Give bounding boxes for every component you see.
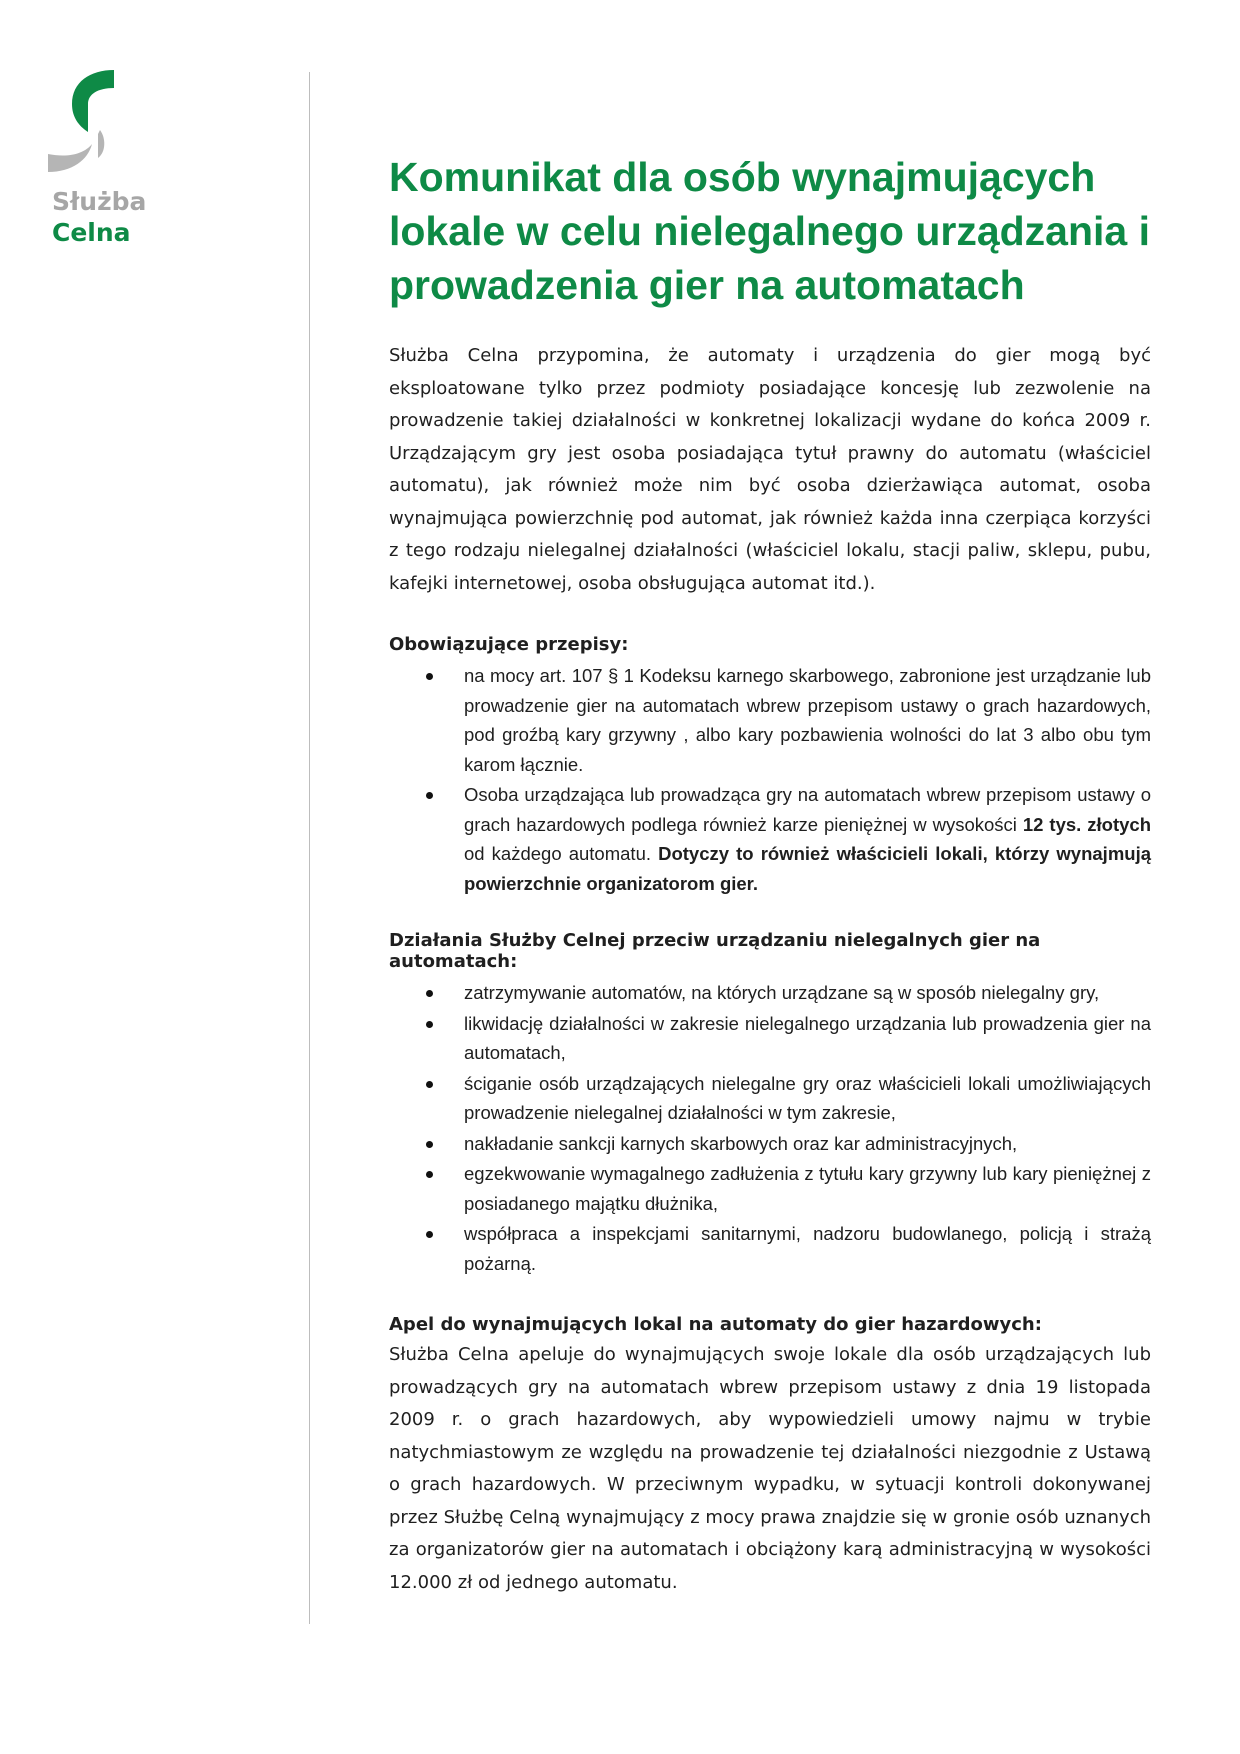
action-text: nakładanie sankcji karnych skarbowych oraz kar administracyjnych,	[464, 1132, 1018, 1154]
regulation-text-part: od każdego automatu.	[464, 843, 659, 864]
list-item	[389, 1219, 1151, 1278]
action-text: likwidację działalności w zakresie nielegalnego urządzania lub prowadzenia gier na automatach,	[464, 1012, 1151, 1063]
actions-list	[389, 978, 1151, 1278]
logo-line-1: Służba	[52, 187, 147, 216]
appeal-heading: Apel do wynajmujących lokal na automaty do gier hazardowych:	[389, 1314, 1042, 1335]
list-item	[389, 1129, 1151, 1159]
regulations-heading: Obowiązujące przepisy:	[389, 634, 629, 655]
regulation-text: na mocy art. 107 § 1 Kodeksu karnego skarbowego, zabronione jest urządzanie lub prowadzenie gier na automatach wbrew przepisom ustawy o grach hazardowych, pod groźbą kary grzywny , albo kary pozbawienia wolności do lat 3 albo obu tym karom łącznie.	[464, 665, 1151, 775]
bullet-icon	[426, 792, 433, 799]
logo-line-2: Celna	[52, 218, 131, 247]
action-text: współpraca a inspekcjami sanitarnymi, nadzoru budowlanego, policją i strażą pożarną.	[464, 1223, 1151, 1274]
regulations-list	[389, 661, 1151, 898]
bullet-icon	[426, 1171, 433, 1178]
bullet-icon	[426, 1141, 433, 1148]
action-text: egzekwowanie wymagalnego zadłużenia z tytułu kary grzywny lub kary pieniężnej z posiadanego majątku dłużnika,	[464, 1163, 1151, 1214]
page-title: Komunikat dla osób wynajmujących lokale w celu nielegalnego urządzania i prowadzenia gier na automatach	[389, 154, 1151, 308]
actions-heading: Działania Służby Celnej przeciw urządzaniu nielegalnych gier na automatach:	[389, 930, 1041, 972]
list-item	[389, 661, 1151, 779]
list-item	[389, 1009, 1151, 1068]
appeal-paragraph: Służba Celna apeluje do wynajmujących swoje lokale dla osób urządzających lub prowadzących gry na automatach wbrew przepisom ustawy z dnia 19 listopada 2009 r. o grach hazardowych, aby wypowiedzieli umowy najmu w trybie natychmiastowym ze względu na prowadzenie tej działalności niezgodnie z Ustawą o grach hazardowych. W przeciwnym wypadku, w sytuacji kontroli dokonywanej przez Służbę Celną wynajmujący z mocy prawa znajdzie się w gronie osób uznanych za organizatorów gier na automatach i obciążony karą administracyjną w wysokości 12.000 zł od jednego automatu.	[389, 1344, 1151, 1593]
bullet-icon	[426, 1021, 433, 1028]
regulation-text-part: Osoba urządzająca lub prowadząca gry na automatach wbrew przepisom ustawy o grach hazardowych podlega również karze pieniężnej w wysokości	[464, 784, 1151, 835]
bullet-icon	[426, 1231, 433, 1238]
action-text: zatrzymywanie automatów, na których urządzane są w sposób nielegalny gry,	[464, 982, 1100, 1003]
sluzba-celna-logo	[48, 68, 158, 253]
vertical-divider	[309, 72, 310, 1624]
list-item	[389, 1069, 1151, 1128]
landlord-notice: Dotyczy to również właścicieli lokali, którzy wynajmują powierzchnie organizatorom gier.	[464, 843, 1151, 894]
bullet-icon	[426, 990, 433, 997]
document-body	[389, 150, 1151, 1599]
bullet-icon	[426, 1081, 433, 1088]
logo-mark-icon	[48, 68, 128, 178]
bullet-icon	[426, 673, 433, 680]
intro-paragraph: Służba Celna przypomina, że automaty i urządzenia do gier mogą być eksploatowane tylko przez podmioty posiadające koncesję lub zezwolenie na prowadzenie takiej działalności w konkretnej lokalizacji wydane do końca 2009 r. Urządzającym gry jest osoba posiadająca tytuł prawny do automatu (właściciel automatu), jak również może nim być osoba dzierżawiąca automat, osoba wynajmująca powierzchnię pod automat, jak również każda inna czerpiąca korzyści z tego rodzaju nielegalnej działalności (właściciel lokalu, stacji paliw, sklepu, pubu, kafejki internetowej, osoba obsługująca automat itd.).	[389, 345, 1151, 594]
action-text: ściganie osób urządzających nielegalne gry oraz właścicieli lokali umożliwiających prowadzenie nielegalnej działalności w tym zakresie,	[464, 1072, 1151, 1123]
list-item	[389, 780, 1151, 898]
list-item	[389, 978, 1151, 1008]
penalty-amount: 12 tys. złotych	[1022, 813, 1152, 835]
logo-wordmark	[52, 186, 146, 248]
list-item	[389, 1159, 1151, 1218]
